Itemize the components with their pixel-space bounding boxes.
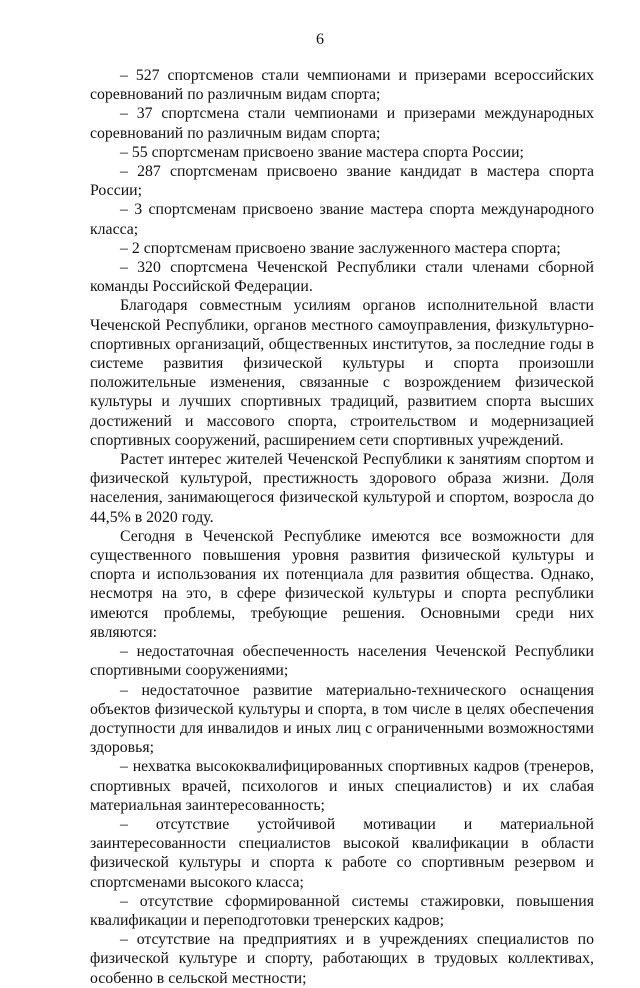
paragraph: – 320 спортсмена Чеченской Республики стали членами сборной команды Российской Федерации.: [90, 259, 594, 296]
paragraph: – 2 спортсменам присвоено звание заслуженного мастера спорта;: [120, 239, 561, 257]
document-body: [90, 66, 594, 988]
paragraph: – нехватка высококвалифицированных спортивных кадров (тренеров, спортивных врачей, психологов и иных специалистов) и их слабая материальная заинтересованность;: [90, 758, 594, 814]
paragraph: – недостаточная обеспеченность населения Чеченской Республики спортивными сооружениями;: [90, 643, 594, 680]
paragraph: – 287 спортсменам присвоено звание кандидат в мастера спорта России;: [90, 163, 594, 200]
paragraph: Растет интерес жителей Чеченской Республики к занятиям спортом и физической культурой, престижность здорового образа жизни. Доля населения, занимающегося физической культурой и спортом, возросла до 44,5% в 2020 году.: [90, 451, 594, 526]
paragraph: – отсутствие на предприятиях и в учреждениях специалистов по физической культуре и спорту, работающих в трудовых коллективах, особенно в сельской местности;: [90, 931, 594, 987]
paragraph: – 527 спортсменов стали чемпионами и призерами всероссийских соревнований по различным видам спорта;: [90, 67, 594, 104]
paragraph: – недостаточное развитие материально-технического оснащения объектов физической культуры и спорта, в том числе в целях обеспечения доступности для инвалидов и иных лиц с ограниченными возможностями здоровья;: [90, 681, 594, 757]
paragraph: – 37 спортсмена стали чемпионами и призерами международных соревнований по различным видам спорта;: [90, 105, 594, 142]
paragraph: – отсутствие сформированной системы стажировки, повышения квалификации и переподготовки тренерских кадров;: [90, 892, 594, 929]
paragraph: – отсутствие устойчивой мотивации и материальной заинтересованности специалистов высокой квалификации в области физической культуры и спорта к работе со спортивным резервом и спортсменами высокого класса;: [90, 815, 594, 891]
paragraph: – 3 спортсменам присвоено звание мастера спорта международного класса;: [90, 201, 594, 238]
paragraph: – 55 спортсменам присвоено звание мастера спорта России;: [120, 143, 524, 161]
paragraph: Благодаря совместным усилиям органов исполнительной власти Чеченской Республики, органов местного самоуправления, физкультурно-спортивных организаций, общественных институтов, за последние годы в системе развития физической культуры и спорта произошли положительные изменения, связанные с возрождением физической культуры и лучших спортивных традиций, развитием спорта высших достижений и массового спорта, строительством и модернизацией спортивных сооружений, расширением сети спортивных учреждений.: [90, 297, 594, 449]
paragraph: Сегодня в Чеченской Республике имеются все возможности для существенного повышения уровня развития физической культуры и спорта и использования их потенциала для развития общества. Однако, несмотря на это, в сфере физической культуры и спорта республики имеются проблемы, требующие решения. Основными среди них являются:: [90, 527, 594, 641]
page-number: 6: [316, 31, 324, 48]
